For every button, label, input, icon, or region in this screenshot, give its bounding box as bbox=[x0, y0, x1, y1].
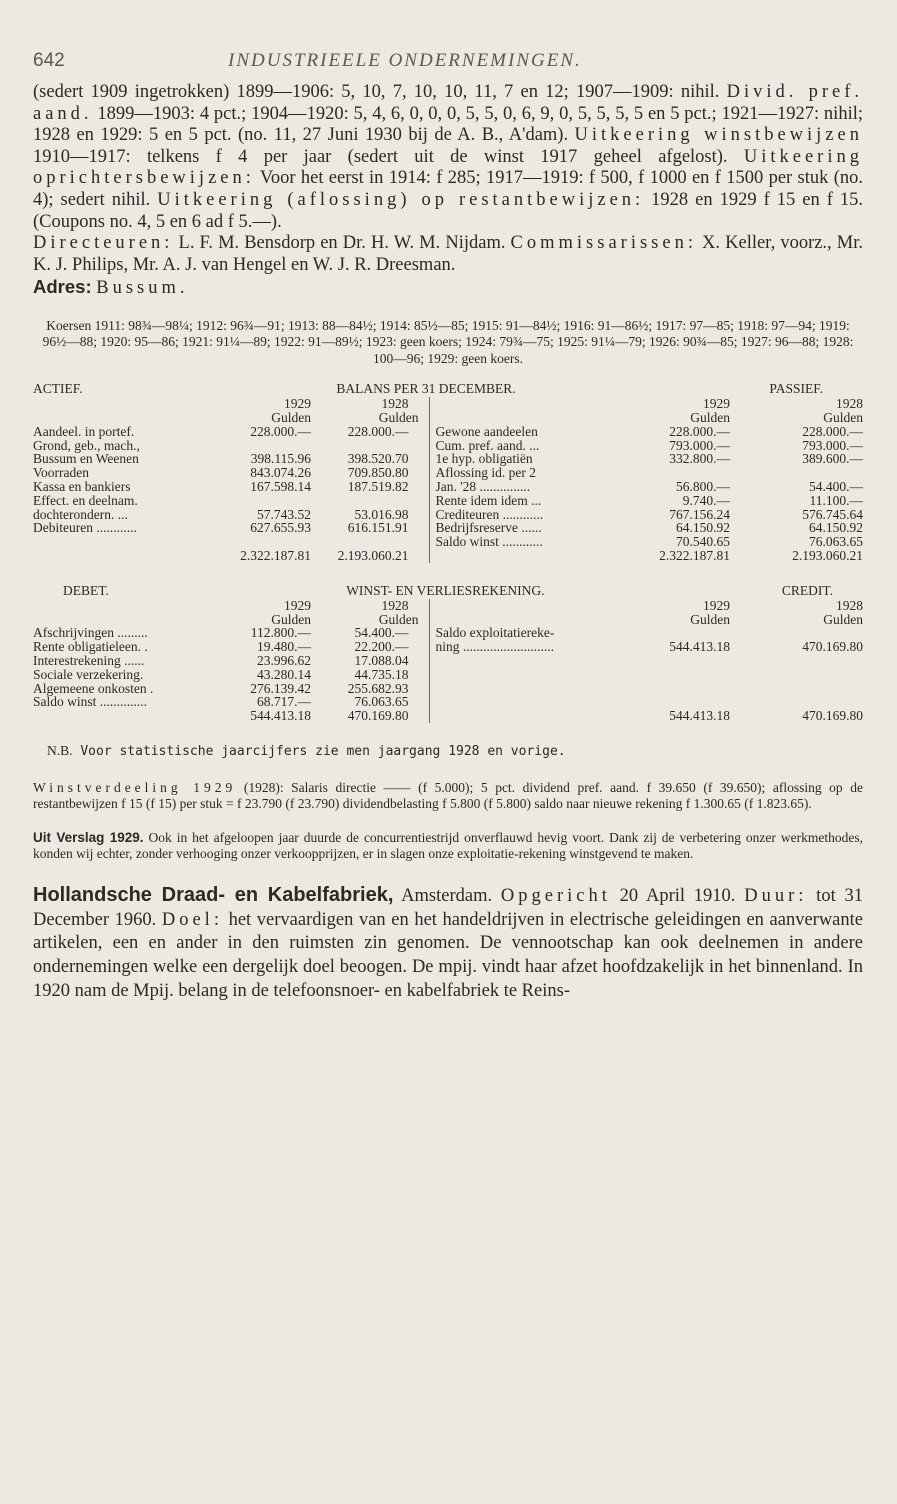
winst-row: Rente obligatieleen. . 19.480.— 22.200.— ning ........................... 544.413.18 470.169.80 bbox=[33, 639, 863, 655]
winst-total-row: 544.413.18 470.169.80 544.413.18 470.169.80 bbox=[250, 708, 863, 724]
page-header bbox=[33, 42, 863, 82]
balans-row: Aandeel. in portef. 228.000.— 228.000.— Gewone aandeelen 228.000.— 228.000.— bbox=[33, 423, 863, 439]
winst-row: Afschrijvingen ......... 112.800.— 54.400.— Saldo exploitatiereke- bbox=[33, 626, 863, 640]
verslag-paragraph: Uit Verslag 1929. Ook in het afgeloopen jaar duurde de concurrentiestrijd onverflauwd hevig voort. Dank zij de verbetering onzer werkmethodes, konden wij echter, zonder verhooging onzer verkoopprijzen, er in slagen onze exploitatie-rekening winstgevend te maken. bbox=[33, 829, 863, 861]
winst-row: Saldo winst .............. 68.717.— 76.063.65 bbox=[33, 695, 863, 709]
uitkeering-winstbewijzen-label: Uitkeering winstbewijzen bbox=[574, 125, 863, 146]
directeuren-label: Directeuren: bbox=[33, 233, 174, 254]
adres-label: Adres: bbox=[33, 276, 92, 298]
winst-unit-row: Gulden Gulden Gulden Gulden bbox=[271, 611, 863, 627]
intro-paragraph: (sedert 1909 ingetrokken) 1899—1906: 5, 10, 7, 10, 10, 11, 7 en 12; 1907—1909: nihil. Divid. pref. aand. 1899—1903: 4 pct.; 1904—1920: 5, 4, 6, 0, 0, 0, 5, 5, 0, 6, 9, 0, 5, 5, 5, 5 en 5 pct.; 1921—1927: nihil; 1928 en 1929: 5 en 5 pct. (no. 11, 27 Juni 1930 bij de A. B., A'dam). Uitkeering winstbewijzen 1910—1917: telkens f 4 per jaar (sedert uit de winst 1917 geheel afgelost). Uitkeering oprichtersbewijzen: Voor het eerst in 1914: f 285; 1917—1919: f 500, f 1000 en f 1500 per stuk (no. 4); sedert nihil. Uitkeering (aflossing) op restantbewijzen: 1928 en 1929 f 15 en f 15. (Coupons no. 4, 5 en 6 ad f 5.—). bbox=[33, 82, 863, 232]
koersen-block: Koersen 1911: 98¾—98¼; 1912: 96¾—91; 1913: 88—84½; 1914: 85½—85; 1915: 91—84½; 1916: 91—86½; 1917: 97—85; 1918: 97—94; 1919: 96½—88; 1920: 95—86; 1921: 91¼—89; 1922: 91—89½; 1923: geen koers; 1924: 79¾—75; 1925: 91¼—79; 1926: 90¾—85; 1927: 96—88; 1928: 100—96; 1929: geen koers. bbox=[42, 317, 854, 366]
address-line: Adres: Bussum. bbox=[33, 276, 189, 299]
balans-row: Voorraden 843.074.26 709.850.80 Aflossing id. per 2 bbox=[33, 466, 863, 480]
balans-row: Grond, geb., mach., Cum. pref. aand. ... 793.000.— 793.000.— bbox=[33, 437, 863, 453]
page-number: 642 bbox=[33, 50, 65, 71]
balans-year-row: 1929 1928 1929 1928 bbox=[284, 396, 863, 412]
uitkeering-restant-label: Uitkeering (aflossing) op restantbewijzen: bbox=[157, 189, 645, 210]
winst-row: Sociale verzekering. 43.280.14 44.735.18 bbox=[33, 668, 863, 682]
balans-total-row: 2.322.187.81 2.193.060.21 2.322.187.81 2.193.060.21 bbox=[240, 547, 863, 563]
directors-paragraph: Directeuren: L. F. M. Bensdorp en Dr. H. W. M. Nijdam. Commissarissen: X. Keller, voorz., Mr. K. J. Philips, Mr. A. J. van Hengel en W. J. R. Dreesman. bbox=[33, 233, 863, 275]
winst-table bbox=[33, 599, 863, 723]
balans-row: Debiteuren ............ 627.655.93 616.151.91 Bedrijfsreserve ...... 64.150.92 64.150.92 bbox=[33, 520, 863, 536]
balans-row: Bussum en Weenen 398.115.96 398.520.70 1e hyp. obligatiën 332.800.— 389.600.— bbox=[33, 451, 863, 467]
balans-unit-row: Gulden Gulden Gulden Gulden bbox=[271, 409, 863, 425]
running-head: INDUSTRIEELE ONDERNEMINGEN. bbox=[228, 50, 582, 71]
winst-row: Interestrekening ...... 23.996.62 17.088.04 bbox=[33, 654, 863, 668]
uitkeering-oprichters-label: Uitkeering oprichtersbewijzen: bbox=[33, 146, 863, 189]
balans-table bbox=[33, 397, 863, 563]
nb-note: N.B. Voor statistische jaarcijfers zie men jaargang 1928 en vorige. bbox=[47, 742, 566, 759]
company-name: Hollandsche Draad- en Kabelfabriek, bbox=[33, 883, 394, 906]
winst-row: Algemeene onkosten . 276.139.42 255.682.93 bbox=[33, 682, 863, 696]
commissarissen-label: Commissarissen: bbox=[510, 233, 697, 254]
balans-header: ACTIEF. BALANS PER 31 DECEMBER. PASSIEF. bbox=[33, 381, 823, 397]
winst-header: DEBET. WINST- EN VERLIESREKENING. CREDIT. bbox=[63, 582, 833, 598]
balans-row: Kassa en bankiers 167.598.14 187.519.82 Jan. '28 ............... 56.800.— 54.400.— bbox=[33, 478, 863, 494]
company-entry: Hollandsche Draad- en Kabelfabriek, Amsterdam. Opgericht 20 April 1910. Duur: tot 31 December 1960. Doel: het vervaardigen van en het handeldrijven in electrische geleidingen en aanverwante artikelen, een en ander in den ruimsten zin genomen. De vennootschap kan ook deelnemen in andere ondernemingen welke een dergelijk doel beoogen. De mpij. vindt haar afzet hoofdzakelijk in het binnenland. In 1920 nam de Mpij. belang in de telefoonsnoer- en kabelfabriek te Reins- bbox=[33, 883, 864, 1002]
balans-row: Saldo winst ............ 70.540.65 76.063.65 bbox=[33, 535, 863, 549]
winst-year-row: 1929 1928 1929 1928 bbox=[284, 597, 863, 613]
divid-label: Divid. pref. aand. bbox=[33, 82, 863, 124]
balans-row: Effect. en deelnam. Rente idem idem ... 9.740.— 11.100.— bbox=[33, 492, 863, 508]
balans-row: dochterondern. ... 57.743.52 53.016.98 Crediteuren ............ 767.156.24 576.745.64 bbox=[33, 506, 863, 522]
winstverdeeling-paragraph: Winstverdeeling 1929 (1928): Salaris directie —— (f 5.000); 5 pct. dividend pref. aand. f 39.650 (f 39.650); aflossing op de restantbewijzen f 15 (f 15) per stuk = f 23.790 (f 23.790) dividendbelasting f 5.800 (f 5.800) saldo naar nieuwe rekening f 1.300.65 (f 1.823.65). bbox=[33, 779, 863, 811]
